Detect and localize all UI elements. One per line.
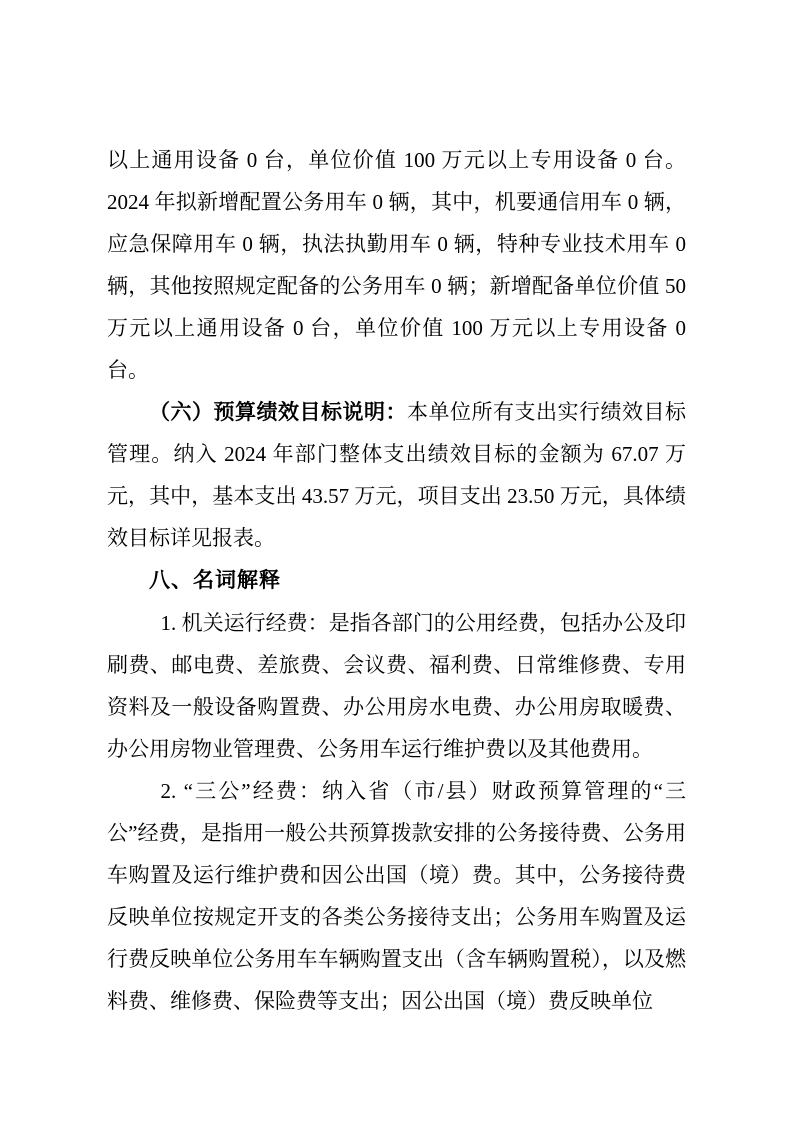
body-text: 2. “三公”经费：纳入省（市/县）财政预算管理的“三公”经费，是指用一般公共预算拨款安排的公务接待费、公务用车购置及运行维护费和因公出国（境）费。其中，公务接待费反映单位按规定开支的各类公务接待支出；公务用车购置及运行费反映单位公务用车车辆购置支出（含车辆购置税），以及燃料费、维修费、保险费等支出；因公出国（境）费反映单位 (107, 779, 686, 1013)
section-heading-glossary (107, 559, 686, 602)
body-text: 以上通用设备 0 台，单位价值 100 万元以上专用设备 0 台。2024 年拟新增配置公务用车 0 辆，其中，机要通信用车 0 辆，应急保障用车 0 辆，执法执勤用车 0 辆，特种专业技术用车 0 辆，其他按照规定配备的公务用车 0 辆；新增配备单位价值 50 万元以上通用设备 0 台，单位价值 100 万元以上专用设备 0 台。 (107, 148, 686, 382)
paragraph-budget-performance-targets (107, 391, 686, 559)
paragraph-asset-vehicle-config (107, 139, 686, 391)
paragraph-term-agency-operating-funds (107, 602, 686, 770)
body-text: 1. 机关运行经费：是指各部门的公用经费，包括办公及印刷费、邮电费、差旅费、会议费、福利费、日常维修费、专用资料及一般设备购置费、办公用房水电费、办公用房取暖费、办公用房物业管理费、公务用车运行维护费以及其他费用。 (107, 611, 686, 761)
body-text: 本单位所有支出实行绩效目标管理。纳入 2024 年部门整体支出绩效目标的金额为 67.07 万元，其中，基本支出 43.57 万元，项目支出 23.50 万元，具体绩效目标详见报表。 (107, 400, 686, 550)
bold-label-budget-performance: （六）预算绩效目标说明： (149, 400, 407, 424)
section-heading-text: 八、名词解释 (149, 569, 281, 592)
paragraph-term-three-public-funds (107, 770, 686, 1022)
